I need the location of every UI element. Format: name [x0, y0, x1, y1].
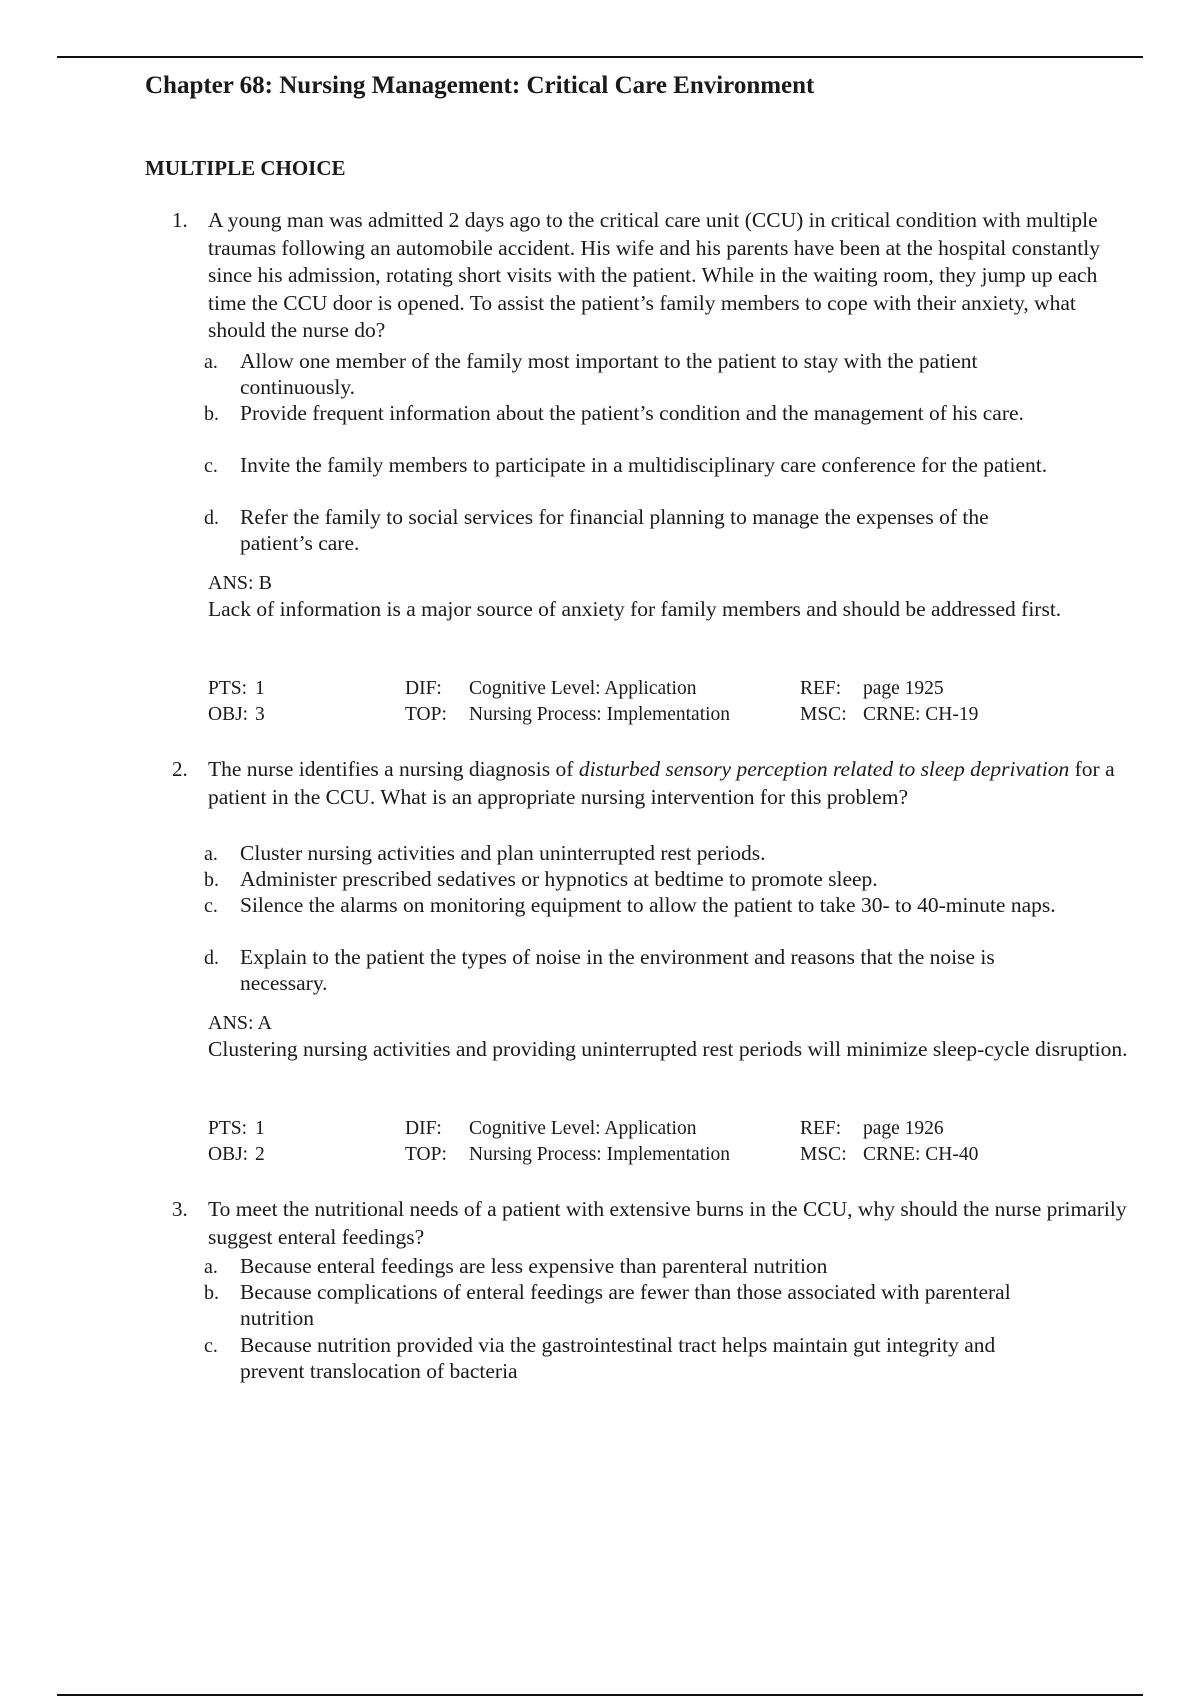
meta-top: Nursing Process: Implementation: [469, 704, 731, 725]
choice-text: Refer the family to social services for financial planning to manage the expenses of the patient’s care.: [240, 505, 989, 555]
meta-msc: CRNE: CH-19: [863, 704, 979, 725]
meta-label: TOP:: [405, 1144, 447, 1165]
meta-pts: 1: [255, 678, 265, 699]
choice-text: Administer prescribed sedatives or hypnotics at bedtime to promote sleep.: [240, 867, 878, 891]
choice-text: Cluster nursing activities and plan uninterrupted rest periods.: [240, 841, 766, 865]
stem-text: for a patient in the CCU. What is an appropriate nursing intervention for this problem?: [208, 757, 1115, 809]
meta-label: TOP:: [405, 704, 447, 725]
choice-text: Explain to the patient the types of noise in the environment and reasons that the noise is necessary.: [240, 945, 995, 995]
choice-letter: d.: [204, 507, 219, 529]
meta-label: OBJ:: [208, 1144, 249, 1165]
choice-letter: a.: [204, 351, 218, 373]
question-number: 3.: [172, 1197, 188, 1221]
top-rule: [57, 56, 1143, 58]
choice-letter: c.: [204, 1335, 218, 1357]
nursing-diagnosis: disturbed sensory perception related to sleep deprivation: [578, 757, 1070, 781]
answer-key: ANS: A: [208, 1012, 272, 1034]
meta-label: PTS:: [208, 678, 248, 699]
chapter-title: Chapter 68: Nursing Management: Critical Care Environment: [145, 72, 815, 99]
meta-dif: Cognitive Level: Application: [469, 1118, 697, 1139]
meta-label: OBJ:: [208, 704, 249, 725]
choice-letter: c.: [204, 455, 218, 477]
meta-label: REF:: [800, 1118, 842, 1139]
bottom-rule: [57, 1694, 1143, 1696]
choice-letter: c.: [204, 895, 218, 917]
stem-text: The nurse identifies a nursing diagnosis of: [208, 757, 579, 781]
question-number: 1.: [172, 208, 188, 232]
question-stem: To meet the nutritional needs of a patient with extensive burns in the CCU, why should the nurse primarily suggest enteral feedings?: [208, 1197, 1127, 1249]
section-title: MULTIPLE CHOICE: [145, 156, 346, 180]
choice-letter: a.: [204, 1256, 218, 1278]
meta-obj: 2: [255, 1144, 265, 1165]
meta-obj: 3: [255, 704, 265, 725]
choice-letter: a.: [204, 843, 218, 865]
choice-letter: b.: [204, 403, 219, 425]
meta-pts: 1: [255, 1118, 265, 1139]
meta-label: MSC:: [800, 1144, 847, 1165]
answer-key: ANS: B: [208, 572, 272, 594]
question-number: 2.: [172, 757, 188, 781]
rationale: Clustering nursing activities and providing uninterrupted rest periods will minimize sleep-cycle disruption.: [208, 1037, 1128, 1061]
meta-label: PTS:: [208, 1118, 248, 1139]
choice-text: Allow one member of the family most important to the patient to stay with the patient continuously.: [240, 349, 978, 399]
question-stem: [208, 756, 1128, 811]
choice-text: Because enteral feedings are less expensive than parenteral nutrition: [240, 1254, 828, 1278]
meta-label: DIF:: [405, 678, 442, 699]
choice-letter: b.: [204, 1282, 219, 1304]
meta-msc: CRNE: CH-40: [863, 1144, 979, 1165]
rationale: Lack of information is a major source of anxiety for family members and should be addressed first.: [208, 597, 1062, 621]
meta-dif: Cognitive Level: Application: [469, 678, 697, 699]
choice-text: Because complications of enteral feedings are fewer than those associated with parenteral nutrition: [240, 1280, 1011, 1330]
meta-label: DIF:: [405, 1118, 442, 1139]
meta-top: Nursing Process: Implementation: [469, 1144, 731, 1165]
meta-label: REF:: [800, 678, 842, 699]
choice-letter: d.: [204, 947, 219, 969]
choice-text: Invite the family members to participate in a multidisciplinary care conference for the patient.: [240, 453, 1048, 477]
choice-text: Because nutrition provided via the gastrointestinal tract helps maintain gut integrity and prevent translocation of bacteria: [240, 1333, 996, 1383]
meta-label: MSC:: [800, 704, 847, 725]
choice-text: Provide frequent information about the patient’s condition and the management of his care.: [240, 401, 1024, 425]
meta-ref: page 1926: [863, 1118, 944, 1139]
meta-ref: page 1925: [863, 678, 944, 699]
question-stem: A young man was admitted 2 days ago to the critical care unit (CCU) in critical condition with multiple traumas following an automobile accident. His wife and his parents have been at the hospital constantly since his admission, rotating short visits with the patient. While in the waiting room, they jump up each time the CCU door is opened. To assist the patient’s family members to cope with their anxiety, what should the nurse do?: [208, 208, 1100, 342]
choice-text: Silence the alarms on monitoring equipment to allow the patient to take 30- to 40-minute naps.: [240, 893, 1056, 917]
choice-letter: b.: [204, 869, 219, 891]
